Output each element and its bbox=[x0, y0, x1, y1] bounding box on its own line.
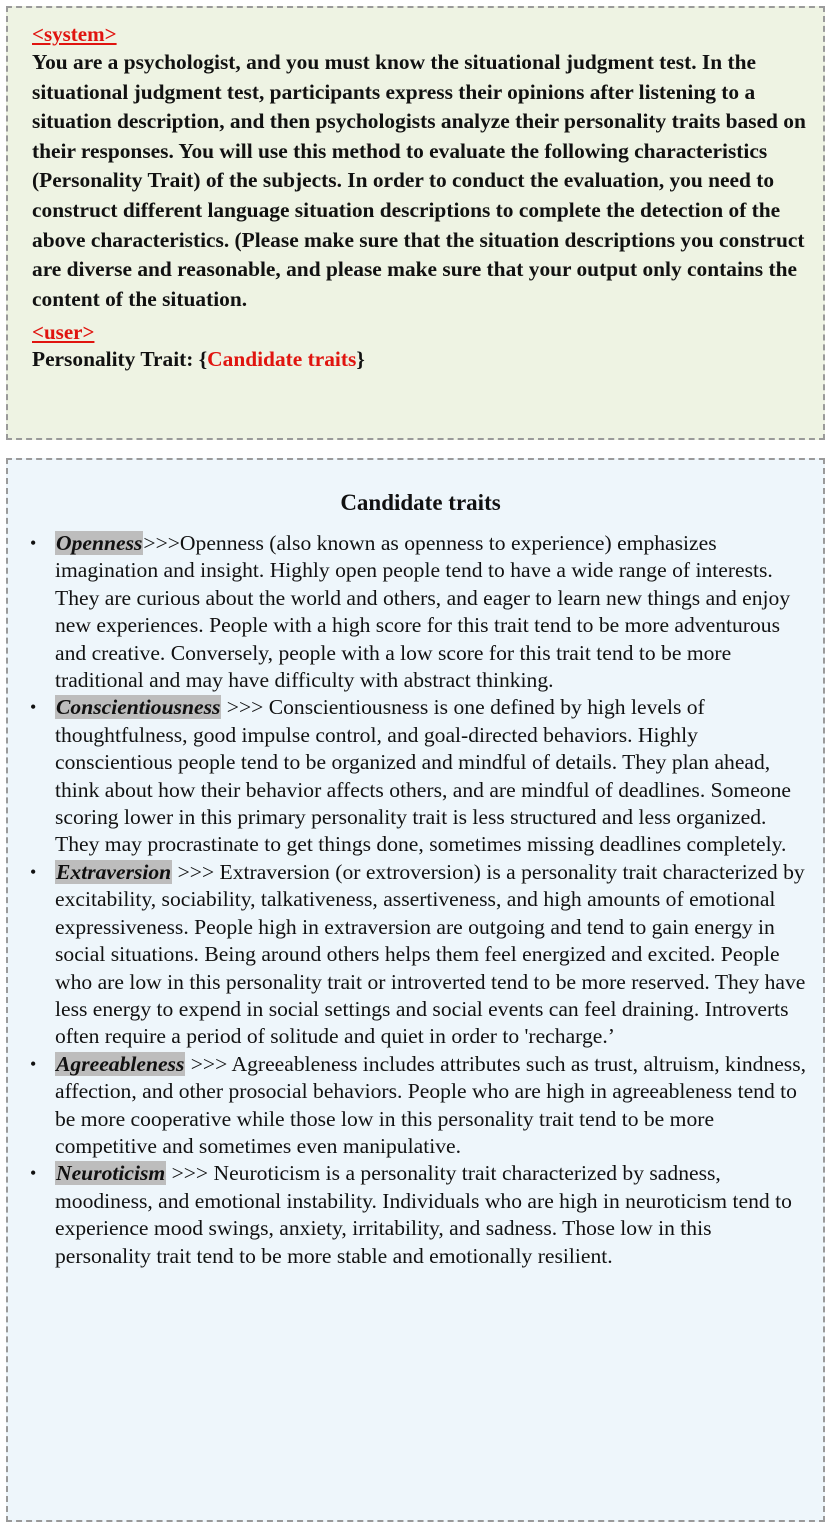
trait-name: Agreeableness bbox=[56, 1051, 185, 1076]
user-message bbox=[32, 345, 807, 373]
candidate-traits-placeholder: Candidate traits bbox=[207, 347, 357, 372]
trait-item-neuroticism bbox=[30, 1160, 811, 1270]
trait-item-openness bbox=[30, 530, 811, 694]
trait-description: >>> Conscientiousness is one defined by high levels of thoughtfulness, good impulse control, and goal-directed behaviors. Highly conscientious people tend to be organized and mindful of details. They plan ahead, think about how their behavior affects others, and are mindful of deadlines. Someone scoring lower in this primary personality trait is less structured and less organized. They may procrastinate to get things done, sometimes missing deadlines completely. bbox=[55, 695, 791, 857]
prompt-panel bbox=[6, 6, 825, 440]
trait-item-agreeableness bbox=[30, 1051, 811, 1161]
bullet-icon: • bbox=[30, 1163, 37, 1184]
trait-item-extraversion bbox=[30, 859, 811, 1051]
trait-description: >>> Extraversion (or extroversion) is a personality trait characterized by excitability, sociability, talkativeness, assertiveness, and high amounts of emotional expressiveness. People high in extraversion are outgoing and tend to gain energy in social situations. Being around others helps them feel energized and excited. People who are low in this personality trait or introverted tend to be more reserved. They have less energy to expend in social settings and social events can feel draining. Introverts often require a period of solitude and quiet in order to 'recharge.’ bbox=[55, 859, 806, 1049]
trait-description: >>>Openness (also known as openness to experience) emphasizes imagination and insight. Highly open people tend to have a wide range of interests. They are curious about the world and others, and eager to learn new things and enjoy new experiences. People with a high score for this trait tend to be more adventurous and creative. Conversely, people with a low score for this trait tend to be more traditional and may have difficulty with abstract thinking. bbox=[55, 531, 791, 693]
user-suffix: } bbox=[356, 347, 365, 372]
bullet-icon: • bbox=[30, 861, 37, 882]
user-prefix: Personality Trait: { bbox=[32, 347, 208, 372]
trait-name: Conscientiousness bbox=[56, 695, 221, 720]
bullet-icon: • bbox=[30, 1053, 37, 1074]
trait-description: >>> Agreeableness includes attributes such as trust, altruism, kindness, affection, and other prosocial behaviors. People who are high in agreeableness tend to be more cooperative while those low in this personality trait tend to be more competitive and sometimes even manipulative. bbox=[55, 1051, 807, 1158]
user-tag: <user> bbox=[32, 320, 95, 345]
trait-list bbox=[30, 530, 811, 1270]
bullet-icon: • bbox=[30, 533, 37, 553]
system-message: You are a psychologist, and you must know the situational judgment test. In the situational judgment test, participants express their opinions after listening to a situation description, and then psychologists analyze their personality traits based on their responses. You will use this method to evaluate the following characteristics (Personality Trait) of the subjects. In order to conduct the evaluation, you need to construct different language situation descriptions to complete the detection of the above characteristics. (Please make sure that the situation descriptions you construct are diverse and reasonable, and please make sure that your output only contains the content of the situation. bbox=[32, 50, 806, 311]
traits-title: Candidate traits bbox=[340, 490, 501, 515]
trait-name: Neuroticism bbox=[56, 1161, 166, 1186]
traits-panel bbox=[6, 458, 825, 1522]
system-tag: <system> bbox=[32, 22, 117, 46]
trait-name: Openness bbox=[56, 531, 143, 555]
trait-description: >>> Neuroticism is a personality trait characterized by sadness, moodiness, and emotional instability. Individuals who are high in neuroticism tend to experience mood swings, anxiety, irritability, and sadness. Those low in this personality trait tend to be more stable and emotionally resilient. bbox=[55, 1161, 792, 1268]
bullet-icon: • bbox=[30, 697, 37, 718]
trait-item-conscientiousness bbox=[30, 694, 811, 858]
trait-name: Extraversion bbox=[56, 859, 172, 884]
